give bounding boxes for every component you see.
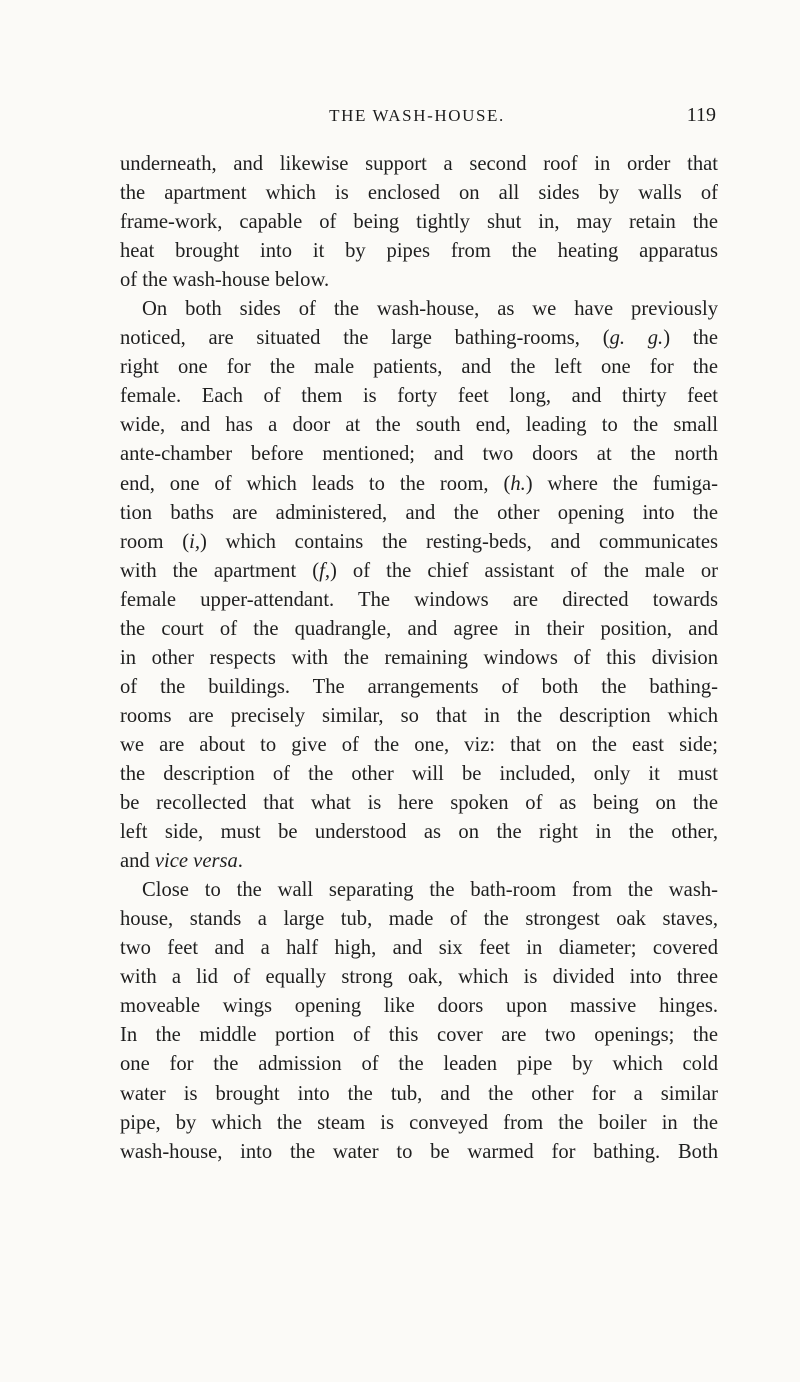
text-line: right one for the male patients, and the left one for the	[120, 356, 718, 379]
text-line: one for the admission of the leaden pipe by which cold	[120, 1053, 718, 1076]
text-line: the description of the other will be included, only it must	[120, 762, 718, 785]
text-line: with a lid of equally strong oak, which is divided into three	[120, 966, 718, 989]
text-line: we are about to give of the one, viz: that on the east side;	[120, 733, 718, 756]
text-line: noticed, are situated the large bathing-rooms, (g. g.) the	[120, 327, 718, 350]
text-line: moveable wings opening like doors upon massive hinges.	[120, 995, 718, 1018]
text-line: two feet and a half high, and six feet in diameter; covered	[120, 937, 718, 960]
text-line: female upper-attendant. The windows are directed towards	[120, 588, 718, 611]
italic-reference: i,	[189, 530, 200, 553]
text-line: of the wash-house below.	[120, 269, 330, 292]
text-line: house, stands a large tub, made of the strongest oak staves,	[120, 908, 718, 931]
text-line: in other respects with the remaining windows of this division	[120, 646, 718, 669]
text-line: In the middle portion of this cover are two openings; the	[120, 1024, 718, 1047]
text-line: water is brought into the tub, and the other for a similar	[120, 1082, 718, 1105]
text-line: heat brought into it by pipes from the heating apparatus	[120, 240, 718, 263]
italic-reference: f,	[319, 559, 330, 582]
text-line: rooms are precisely similar, so that in the description which	[120, 704, 718, 727]
text-line: wide, and has a door at the south end, leading to the small	[120, 414, 718, 437]
text-line: and vice versa.	[120, 850, 243, 873]
page-number: 119	[686, 104, 716, 126]
italic-phrase: vice versa	[154, 850, 238, 873]
text-line: the court of the quadrangle, and agree in their position, and	[120, 617, 718, 640]
text-line: underneath, and likewise support a second roof in order that	[120, 153, 718, 175]
text-line: female. Each of them is forty feet long, and thirty feet	[120, 385, 718, 408]
running-head	[118, 104, 716, 132]
paragraph-start-line: Close to the wall separating the bath-room from the wash-	[142, 879, 718, 902]
text-line: with the apartment (f,) of the chief assistant of the male or	[120, 559, 718, 582]
text-line: room (i,) which contains the resting-beds, and communicates	[120, 530, 718, 553]
italic-reference: g. g.	[609, 327, 664, 350]
text-line: ante-chamber before mentioned; and two doors at the north	[120, 443, 718, 466]
text-line: of the buildings. The arrangements of both the bathing-	[120, 675, 718, 698]
text-line: frame-work, capable of being tightly shut in, may retain the	[120, 211, 718, 234]
text-line: tion baths are administered, and the other opening into the	[120, 501, 718, 524]
text-line: the apartment which is enclosed on all sides by walls of	[120, 182, 718, 205]
running-title: THE WASH-HOUSE.	[329, 106, 505, 125]
italic-reference: h.	[510, 472, 526, 495]
text-line: end, one of which leads to the room, (h.) where the fumiga-	[120, 472, 718, 495]
text-line: left side, must be understood as on the right in the other,	[120, 821, 718, 844]
text-line: be recollected that what is here spoken of as being on the	[120, 792, 718, 815]
paragraph-start-line: On both sides of the wash-house, as we have previously	[142, 298, 718, 321]
text-line: pipe, by which the steam is conveyed from the boiler in the	[120, 1111, 718, 1134]
body-text	[120, 150, 718, 1167]
text-line: wash-house, into the water to be warmed for bathing. Both	[120, 1140, 718, 1163]
